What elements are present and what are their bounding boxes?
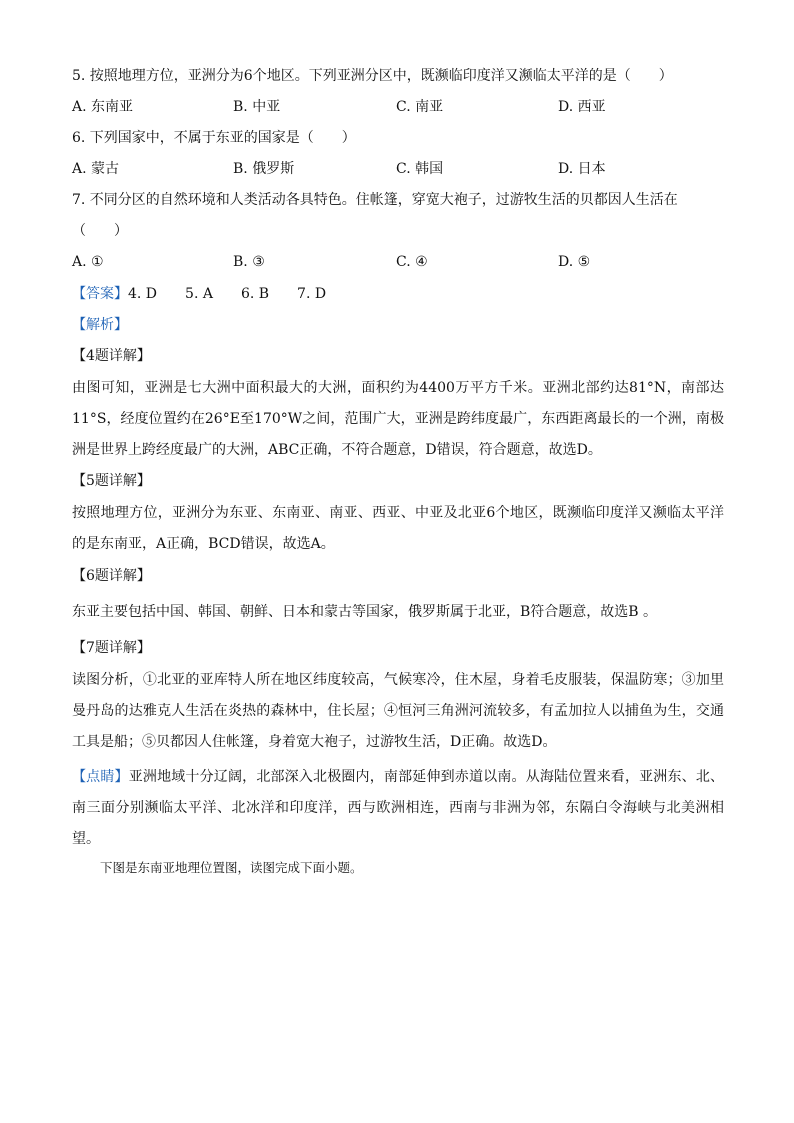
analysis-label: 【解析】 xyxy=(72,317,128,333)
question-7-option-a: A. ① xyxy=(72,254,104,270)
question-7-stem-cont: （ ） xyxy=(72,223,128,239)
question-5-option-b: B. 中亚 xyxy=(233,99,281,115)
question-6-stem: 6. 下列国家中，不属于东亚的国家是（ ） xyxy=(72,130,356,146)
detail-5-text: 按照地理方位，亚洲分为东亚、东南亚、南亚、西亚、中亚及北亚6个地区，既濒临印度洋又濒临太平洋的是东南亚，A正确，BCD错误，故选A。 xyxy=(72,505,724,552)
answer-text: 4. D 5. A 6. B 7. D xyxy=(128,286,327,302)
comment-label: 【点睛】 xyxy=(72,769,129,785)
detail-4-label: 【4题详解】 xyxy=(72,348,151,364)
next-question-intro: 下图是东南亚地理位置图，读图完成下面小题。 xyxy=(100,860,363,875)
comment-text: 亚洲地域十分辽阔，北部深入北极圈内，南部延伸到赤道以南。从海陆位置来看，亚洲东、北、南三面分别濒临太平洋、北冰洋和印度洋，西与欧洲相连，西南与非洲为邻，东隔白令海峡与北美洲相望。 xyxy=(72,769,725,847)
question-6-option-c: C. 韩国 xyxy=(396,161,444,177)
answer-label: 【答案】 xyxy=(72,286,128,302)
detail-5-label: 【5题详解】 xyxy=(72,473,151,489)
detail-7-label: 【7题详解】 xyxy=(72,640,151,656)
detail-6-text: 东亚主要包括中国、韩国、朝鲜、日本和蒙古等国家，俄罗斯属于北亚，B符合题意，故选B 。 xyxy=(72,604,658,620)
question-7-stem: 7. 不同分区的自然环境和人类活动各具特色。住帐篷，穿宽大袍子，过游牧生活的贝都因人生活在 xyxy=(72,192,678,208)
detail-7-text: 读图分析，①北亚的亚库特人所在地区纬度较高，气候寒冷，住木屋，身着毛皮服装，保温防寒；③加里曼丹岛的达雅克人生活在炎热的森林中，住长屋；④恒河三角洲河流较多，有孟加拉人以捕鱼为生，交通工具是船；⑤贝都因人住帐篷，身着宽大袍子，过游牧生活，D正确。故选D。 xyxy=(72,672,724,750)
question-6-option-d: D. 日本 xyxy=(558,161,606,177)
detail-4-text: 由图可知，亚洲是七大洲中面积最大的大洲，面积约为4400万平方千米。亚洲北部约达81°N，南部达11°S，经度位置约在26°E至170°W之间，范围广大，亚洲是跨纬度最广，东西距离最长的一个洲，南极洲是世界上跨经度最广的大洲，ABC正确，不符合题意，D错误，符合题意，故选D。 xyxy=(72,380,724,458)
detail-6-label: 【6题详解】 xyxy=(72,568,151,584)
answer-line xyxy=(72,284,326,304)
question-7-option-c: C. ④ xyxy=(396,254,428,270)
question-6-option-b: B. 俄罗斯 xyxy=(233,161,295,177)
question-6-option-a: A. 蒙古 xyxy=(72,161,120,177)
question-5-stem: 5. 按照地理方位，亚洲分为6个地区。下列亚洲分区中，既濒临印度洋又濒临太平洋的是（ ） xyxy=(72,68,673,84)
question-7-option-d: D. ⑤ xyxy=(558,254,591,270)
comment-block xyxy=(72,762,724,855)
question-5-option-a: A. 东南亚 xyxy=(72,99,134,115)
question-5-option-d: D. 西亚 xyxy=(558,99,606,115)
question-7-option-b: B. ③ xyxy=(233,254,265,270)
question-5-option-c: C. 南亚 xyxy=(396,99,444,115)
